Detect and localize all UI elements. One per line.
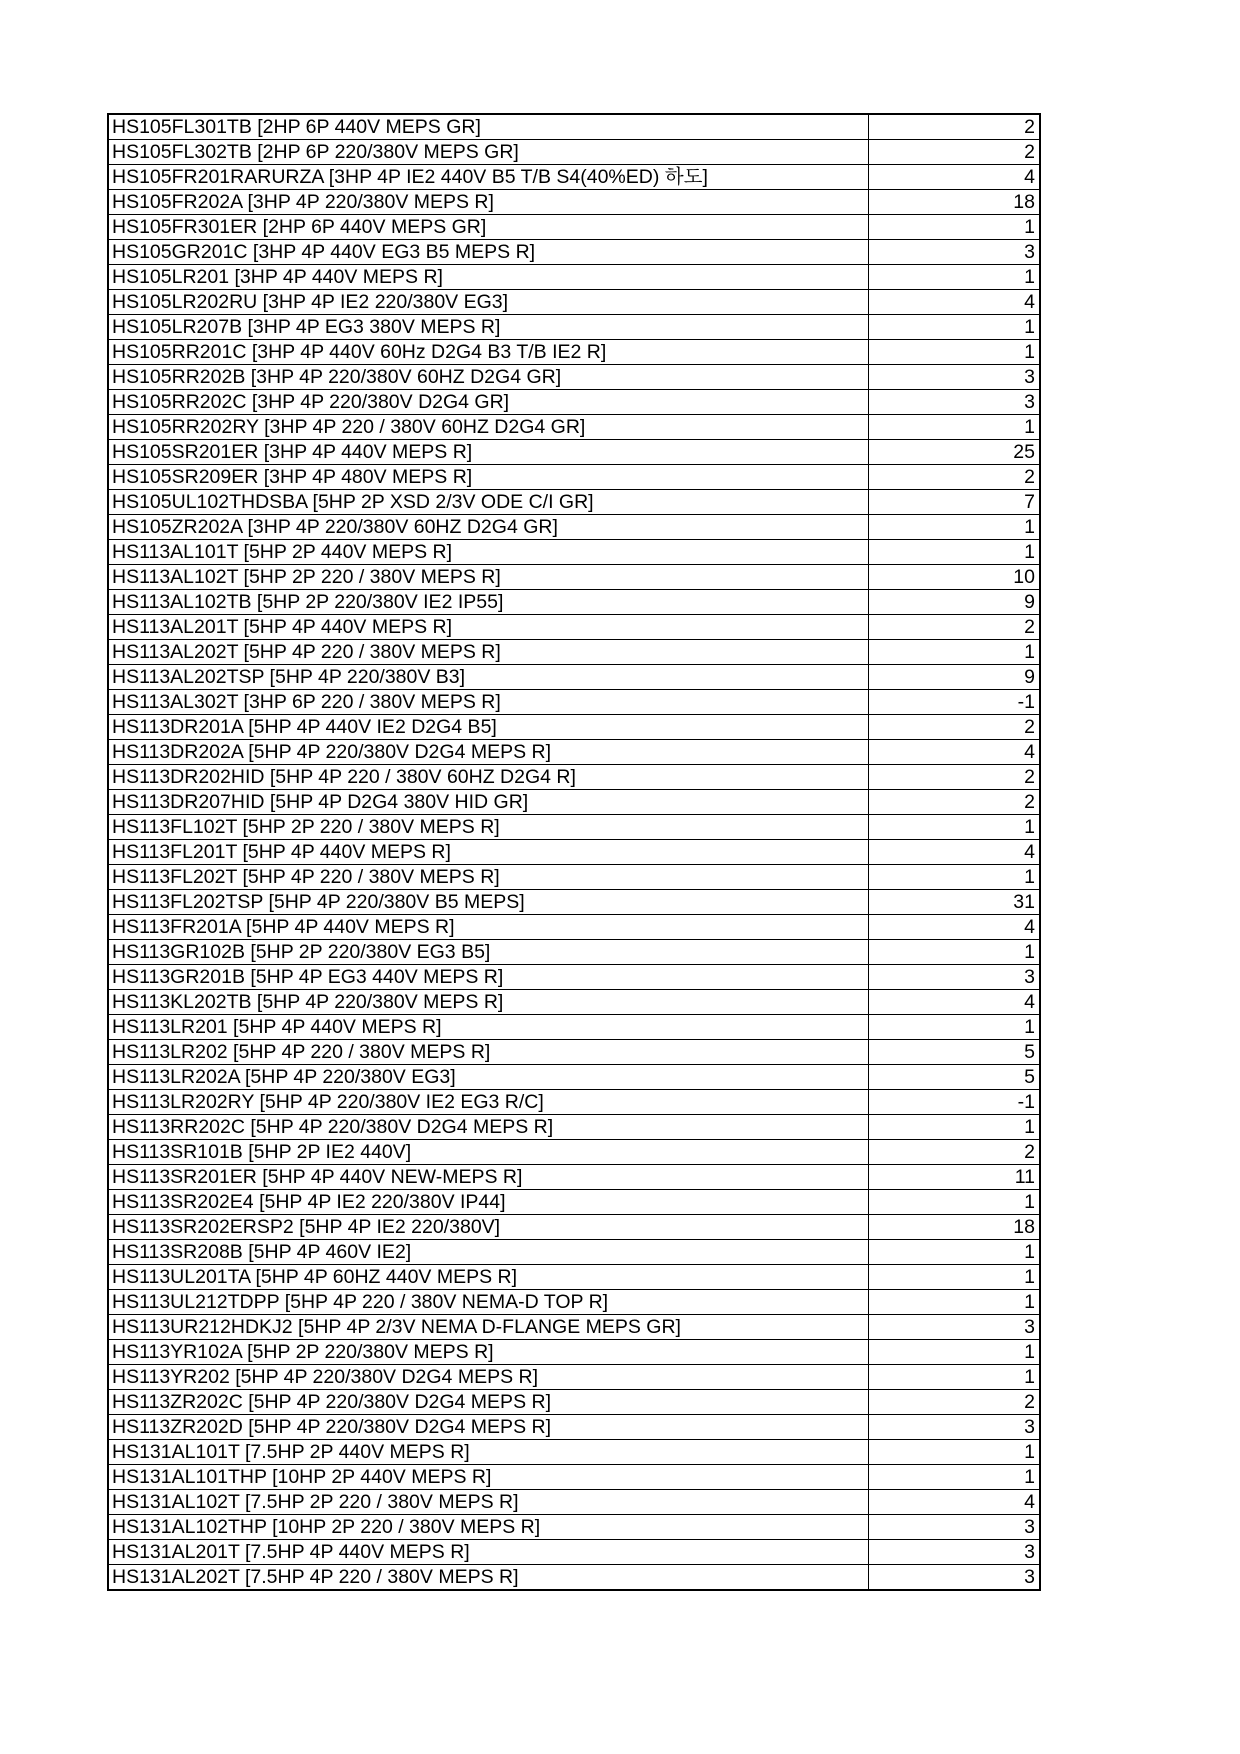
table-row (108, 315, 1040, 340)
item-quantity-cell: 3 (868, 1540, 1040, 1565)
item-description-cell: HS113ZR202C [5HP 4P 220/380V D2G4 MEPS R] (108, 1390, 868, 1415)
item-description-cell: HS113GR201B [5HP 4P EG3 440V MEPS R] (108, 965, 868, 990)
item-quantity-cell: 2 (868, 114, 1040, 140)
table-row (108, 165, 1040, 190)
item-quantity-cell: 2 (868, 465, 1040, 490)
item-quantity-cell: 11 (868, 1165, 1040, 1190)
table-row (108, 540, 1040, 565)
item-description-cell: HS113GR102B [5HP 2P 220/380V EG3 B5] (108, 940, 868, 965)
item-description-cell: HS105FL301TB [2HP 6P 440V MEPS GR] (108, 114, 868, 140)
table-row (108, 565, 1040, 590)
item-description-cell: HS105FR201RARURZA [3HP 4P IE2 440V B5 T/B S4(40%ED) 하도] (108, 165, 868, 190)
item-quantity-cell: 3 (868, 1315, 1040, 1340)
table-row (108, 1065, 1040, 1090)
item-quantity-cell: 9 (868, 590, 1040, 615)
item-description-cell: HS113SR208B [5HP 4P 460V IE2] (108, 1240, 868, 1265)
item-description-cell: HS131AL201T [7.5HP 4P 440V MEPS R] (108, 1540, 868, 1565)
item-description-cell: HS105ZR202A [3HP 4P 220/380V 60HZ D2G4 GR] (108, 515, 868, 540)
item-quantity-cell: 1 (868, 640, 1040, 665)
table-row (108, 1490, 1040, 1515)
item-quantity-cell: 1 (868, 940, 1040, 965)
item-quantity-cell: 4 (868, 740, 1040, 765)
item-quantity-cell: 4 (868, 290, 1040, 315)
item-description-cell: HS113SR202ERSP2 [5HP 4P IE2 220/380V] (108, 1215, 868, 1240)
item-description-cell: HS113AL302T [3HP 6P 220 / 380V MEPS R] (108, 690, 868, 715)
table-row (108, 1465, 1040, 1490)
inventory-sheet (107, 113, 1039, 1591)
item-quantity-cell: 4 (868, 1490, 1040, 1515)
item-description-cell: HS113DR202HID [5HP 4P 220 / 380V 60HZ D2G4 R] (108, 765, 868, 790)
item-quantity-cell: 10 (868, 565, 1040, 590)
table-row (108, 740, 1040, 765)
item-description-cell: HS105FR301ER [2HP 6P 440V MEPS GR] (108, 215, 868, 240)
item-description-cell: HS105RR202B [3HP 4P 220/380V 60HZ D2G4 GR] (108, 365, 868, 390)
item-quantity-cell: 2 (868, 715, 1040, 740)
item-quantity-cell: 4 (868, 915, 1040, 940)
table-row (108, 1115, 1040, 1140)
item-quantity-cell: 18 (868, 190, 1040, 215)
table-row (108, 215, 1040, 240)
item-quantity-cell: 1 (868, 1340, 1040, 1365)
item-description-cell: HS113DR202A [5HP 4P 220/380V D2G4 MEPS R] (108, 740, 868, 765)
item-quantity-cell: 5 (868, 1040, 1040, 1065)
table-row (108, 915, 1040, 940)
table-row (108, 1565, 1040, 1591)
table-row (108, 1090, 1040, 1115)
table-row (108, 1140, 1040, 1165)
item-quantity-cell: 1 (868, 815, 1040, 840)
item-quantity-cell: 1 (868, 865, 1040, 890)
item-quantity-cell: 1 (868, 415, 1040, 440)
table-row (108, 1340, 1040, 1365)
item-description-cell: HS113FL202T [5HP 4P 220 / 380V MEPS R] (108, 865, 868, 890)
item-quantity-cell: -1 (868, 1090, 1040, 1115)
item-description-cell: HS113SR101B [5HP 2P IE2 440V] (108, 1140, 868, 1165)
item-quantity-cell: 3 (868, 365, 1040, 390)
table-row (108, 190, 1040, 215)
table-row (108, 640, 1040, 665)
item-quantity-cell: 1 (868, 1240, 1040, 1265)
item-description-cell: HS105LR202RU [3HP 4P IE2 220/380V EG3] (108, 290, 868, 315)
table-row (108, 665, 1040, 690)
item-description-cell: HS105GR201C [3HP 4P 440V EG3 B5 MEPS R] (108, 240, 868, 265)
item-quantity-cell: 4 (868, 990, 1040, 1015)
item-quantity-cell: 1 (868, 1265, 1040, 1290)
item-quantity-cell: 2 (868, 140, 1040, 165)
item-description-cell: HS113DR201A [5HP 4P 440V IE2 D2G4 B5] (108, 715, 868, 740)
item-quantity-cell: 3 (868, 1415, 1040, 1440)
table-row (108, 265, 1040, 290)
item-quantity-cell: 1 (868, 215, 1040, 240)
table-row (108, 815, 1040, 840)
table-row (108, 515, 1040, 540)
item-quantity-cell: 18 (868, 1215, 1040, 1240)
item-description-cell: HS105RR201C [3HP 4P 440V 60Hz D2G4 B3 T/B IE2 R] (108, 340, 868, 365)
item-description-cell: HS131AL101THP [10HP 2P 440V MEPS R] (108, 1465, 868, 1490)
table-row (108, 765, 1040, 790)
item-quantity-cell: 4 (868, 165, 1040, 190)
item-quantity-cell: 9 (868, 665, 1040, 690)
table-row (108, 790, 1040, 815)
table-row (108, 415, 1040, 440)
item-description-cell: HS113AL202T [5HP 4P 220 / 380V MEPS R] (108, 640, 868, 665)
table-row (108, 1440, 1040, 1465)
table-row (108, 1040, 1040, 1065)
item-quantity-cell: 1 (868, 265, 1040, 290)
item-description-cell: HS113ZR202D [5HP 4P 220/380V D2G4 MEPS R] (108, 1415, 868, 1440)
item-description-cell: HS113FR201A [5HP 4P 440V MEPS R] (108, 915, 868, 940)
table-row (108, 240, 1040, 265)
table-row (108, 290, 1040, 315)
table-row (108, 890, 1040, 915)
item-quantity-cell: 5 (868, 1065, 1040, 1090)
item-description-cell: HS113AL202TSP [5HP 4P 220/380V B3] (108, 665, 868, 690)
item-description-cell: HS105RR202RY [3HP 4P 220 / 380V 60HZ D2G4 GR] (108, 415, 868, 440)
table-row (108, 1415, 1040, 1440)
item-quantity-cell: 4 (868, 840, 1040, 865)
item-description-cell: HS113KL202TB [5HP 4P 220/380V MEPS R] (108, 990, 868, 1015)
item-quantity-cell: 2 (868, 765, 1040, 790)
table-row (108, 1365, 1040, 1390)
table-row (108, 590, 1040, 615)
table-row (108, 1315, 1040, 1340)
table-row (108, 140, 1040, 165)
table-row (108, 114, 1040, 140)
item-description-cell: HS113SR202E4 [5HP 4P IE2 220/380V IP44] (108, 1190, 868, 1215)
item-description-cell: HS105SR209ER [3HP 4P 480V MEPS R] (108, 465, 868, 490)
item-description-cell: HS113LR202 [5HP 4P 220 / 380V MEPS R] (108, 1040, 868, 1065)
item-description-cell: HS113RR202C [5HP 4P 220/380V D2G4 MEPS R] (108, 1115, 868, 1140)
item-quantity-cell: -1 (868, 690, 1040, 715)
table-row (108, 715, 1040, 740)
item-description-cell: HS113LR201 [5HP 4P 440V MEPS R] (108, 1015, 868, 1040)
table-row (108, 1390, 1040, 1415)
item-quantity-cell: 3 (868, 1515, 1040, 1540)
item-quantity-cell: 1 (868, 315, 1040, 340)
table-row (108, 390, 1040, 415)
table-row (108, 690, 1040, 715)
item-quantity-cell: 1 (868, 515, 1040, 540)
table-row (108, 865, 1040, 890)
table-row (108, 1265, 1040, 1290)
item-quantity-cell: 3 (868, 965, 1040, 990)
item-quantity-cell: 1 (868, 1115, 1040, 1140)
table-row (108, 1215, 1040, 1240)
table-row (108, 1240, 1040, 1265)
item-description-cell: HS113SR201ER [5HP 4P 440V NEW-MEPS R] (108, 1165, 868, 1190)
item-description-cell: HS131AL202T [7.5HP 4P 220 / 380V MEPS R] (108, 1565, 868, 1591)
table-row (108, 1015, 1040, 1040)
item-quantity-cell: 2 (868, 1390, 1040, 1415)
item-description-cell: HS113FL102T [5HP 2P 220 / 380V MEPS R] (108, 815, 868, 840)
table-row (108, 1190, 1040, 1215)
item-description-cell: HS131AL101T [7.5HP 2P 440V MEPS R] (108, 1440, 868, 1465)
item-description-cell: HS105FR202A [3HP 4P 220/380V MEPS R] (108, 190, 868, 215)
item-quantity-cell: 3 (868, 390, 1040, 415)
item-description-cell: HS113FL202TSP [5HP 4P 220/380V B5 MEPS] (108, 890, 868, 915)
item-description-cell: HS105RR202C [3HP 4P 220/380V D2G4 GR] (108, 390, 868, 415)
item-quantity-cell: 1 (868, 1290, 1040, 1315)
table-row (108, 615, 1040, 640)
item-description-cell: HS105UL102THDSBA [5HP 2P XSD 2/3V ODE C/I GR] (108, 490, 868, 515)
item-quantity-cell: 1 (868, 1365, 1040, 1390)
item-description-cell: HS113UR212HDKJ2 [5HP 4P 2/3V NEMA D-FLANGE MEPS GR] (108, 1315, 868, 1340)
item-description-cell: HS105SR201ER [3HP 4P 440V MEPS R] (108, 440, 868, 465)
table-row (108, 1540, 1040, 1565)
table-row (108, 1165, 1040, 1190)
item-quantity-cell: 7 (868, 490, 1040, 515)
item-quantity-cell: 2 (868, 790, 1040, 815)
item-description-cell: HS113UL212TDPP [5HP 4P 220 / 380V NEMA-D TOP R] (108, 1290, 868, 1315)
item-description-cell: HS113AL201T [5HP 4P 440V MEPS R] (108, 615, 868, 640)
inventory-table (107, 113, 1041, 1591)
item-quantity-cell: 25 (868, 440, 1040, 465)
table-row (108, 840, 1040, 865)
item-quantity-cell: 31 (868, 890, 1040, 915)
item-quantity-cell: 1 (868, 1465, 1040, 1490)
item-description-cell: HS105FL302TB [2HP 6P 220/380V MEPS GR] (108, 140, 868, 165)
table-row (108, 990, 1040, 1015)
item-description-cell: HS113FL201T [5HP 4P 440V MEPS R] (108, 840, 868, 865)
inventory-table-body (108, 114, 1040, 1590)
table-row (108, 1515, 1040, 1540)
item-quantity-cell: 3 (868, 1565, 1040, 1591)
item-description-cell: HS105LR201 [3HP 4P 440V MEPS R] (108, 265, 868, 290)
table-row (108, 965, 1040, 990)
item-quantity-cell: 1 (868, 340, 1040, 365)
table-row (108, 440, 1040, 465)
table-row (108, 465, 1040, 490)
table-row (108, 490, 1040, 515)
item-description-cell: HS113AL102T [5HP 2P 220 / 380V MEPS R] (108, 565, 868, 590)
item-description-cell: HS131AL102THP [10HP 2P 220 / 380V MEPS R] (108, 1515, 868, 1540)
table-row (108, 365, 1040, 390)
item-description-cell: HS113LR202RY [5HP 4P 220/380V IE2 EG3 R/C] (108, 1090, 868, 1115)
item-description-cell: HS113YR202 [5HP 4P 220/380V D2G4 MEPS R] (108, 1365, 868, 1390)
item-quantity-cell: 2 (868, 615, 1040, 640)
item-description-cell: HS131AL102T [7.5HP 2P 220 / 380V MEPS R] (108, 1490, 868, 1515)
item-description-cell: HS113UL201TA [5HP 4P 60HZ 440V MEPS R] (108, 1265, 868, 1290)
item-quantity-cell: 3 (868, 240, 1040, 265)
item-description-cell: HS113YR102A [5HP 2P 220/380V MEPS R] (108, 1340, 868, 1365)
item-description-cell: HS113DR207HID [5HP 4P D2G4 380V HID GR] (108, 790, 868, 815)
item-quantity-cell: 1 (868, 540, 1040, 565)
item-quantity-cell: 1 (868, 1190, 1040, 1215)
item-description-cell: HS113AL101T [5HP 2P 440V MEPS R] (108, 540, 868, 565)
table-row (108, 940, 1040, 965)
table-row (108, 1290, 1040, 1315)
item-description-cell: HS113AL102TB [5HP 2P 220/380V IE2 IP55] (108, 590, 868, 615)
item-quantity-cell: 2 (868, 1140, 1040, 1165)
item-quantity-cell: 1 (868, 1015, 1040, 1040)
item-quantity-cell: 1 (868, 1440, 1040, 1465)
item-description-cell: HS113LR202A [5HP 4P 220/380V EG3] (108, 1065, 868, 1090)
table-row (108, 340, 1040, 365)
item-description-cell: HS105LR207B [3HP 4P EG3 380V MEPS R] (108, 315, 868, 340)
